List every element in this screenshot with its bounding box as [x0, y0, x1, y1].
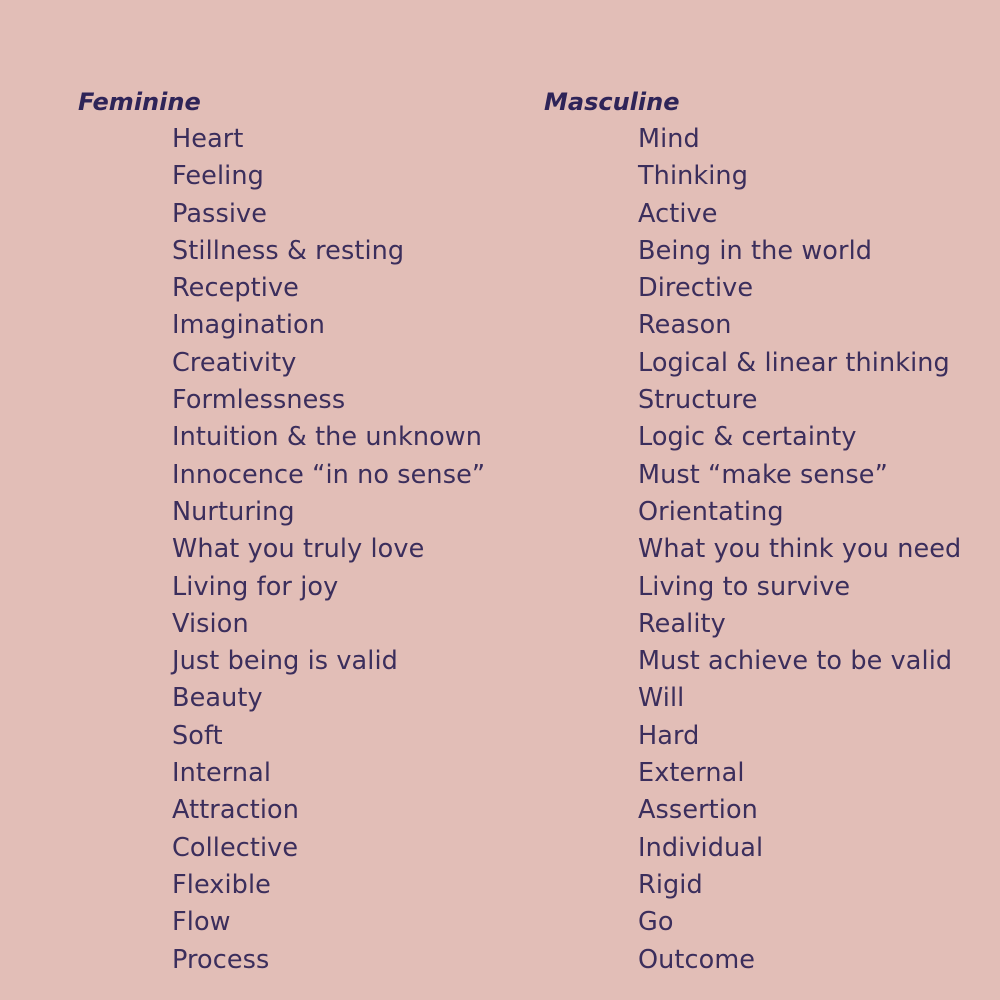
list-item: What you truly love: [172, 534, 425, 565]
list-item: Formlessness: [172, 385, 346, 416]
list-item: Directive: [638, 273, 754, 304]
list-item: Active: [638, 198, 718, 229]
list-item: External: [638, 758, 745, 789]
list-item: Passive: [172, 198, 267, 229]
list-item: Living for joy: [172, 571, 339, 602]
list-item: Just being is valid: [172, 646, 398, 677]
list-item: Flexible: [172, 869, 271, 900]
list-item: Stillness & resting: [172, 235, 405, 266]
list-item: Receptive: [172, 273, 299, 304]
list-item: Process: [172, 944, 270, 975]
list-item: Imagination: [172, 310, 325, 341]
masculine-column: [544, 86, 961, 979]
list-item: Logical & linear thinking: [638, 347, 950, 378]
list-item: Structure: [638, 385, 758, 416]
list-item: Will: [638, 683, 685, 714]
list-item: Orientating: [638, 496, 784, 527]
list-item: Assertion: [638, 795, 758, 826]
list-item: Creativity: [172, 347, 297, 378]
list-item: Attraction: [172, 795, 299, 826]
list-item: Rigid: [638, 869, 703, 900]
list-item: Nurturing: [172, 496, 295, 527]
list-item: What you think you need: [638, 534, 962, 565]
list-item: Logic & certainty: [638, 422, 857, 453]
list-item: Reality: [638, 608, 726, 639]
list-item: Being in the world: [638, 235, 873, 266]
feminine-heading: Feminine: [78, 88, 201, 116]
list-item: Must achieve to be valid: [638, 646, 953, 677]
masculine-heading: Masculine: [544, 88, 680, 116]
list-item: Vision: [172, 608, 249, 639]
list-item: Reason: [638, 310, 732, 341]
feminine-column: [78, 86, 485, 979]
list-item: Heart: [172, 124, 244, 154]
list-item: Go: [638, 907, 674, 938]
list-item: Intuition & the unknown: [172, 422, 482, 453]
list-item: Innocence “in no sense”: [172, 459, 486, 490]
list-item: Mind: [638, 124, 700, 154]
list-item: Beauty: [172, 683, 263, 714]
masculine-list: [638, 121, 961, 979]
list-item: Hard: [638, 720, 700, 751]
list-item: Feeling: [172, 161, 264, 192]
list-item: Living to survive: [638, 571, 851, 602]
list-item: Outcome: [638, 944, 756, 975]
feminine-list: [172, 121, 485, 979]
list-item: Soft: [172, 720, 223, 751]
list-item: Internal: [172, 758, 272, 789]
list-item: Must “make sense”: [638, 459, 888, 490]
list-item: Individual: [638, 832, 764, 863]
list-item: Collective: [172, 832, 299, 863]
list-item: Flow: [172, 907, 231, 938]
list-item: Thinking: [638, 161, 748, 192]
